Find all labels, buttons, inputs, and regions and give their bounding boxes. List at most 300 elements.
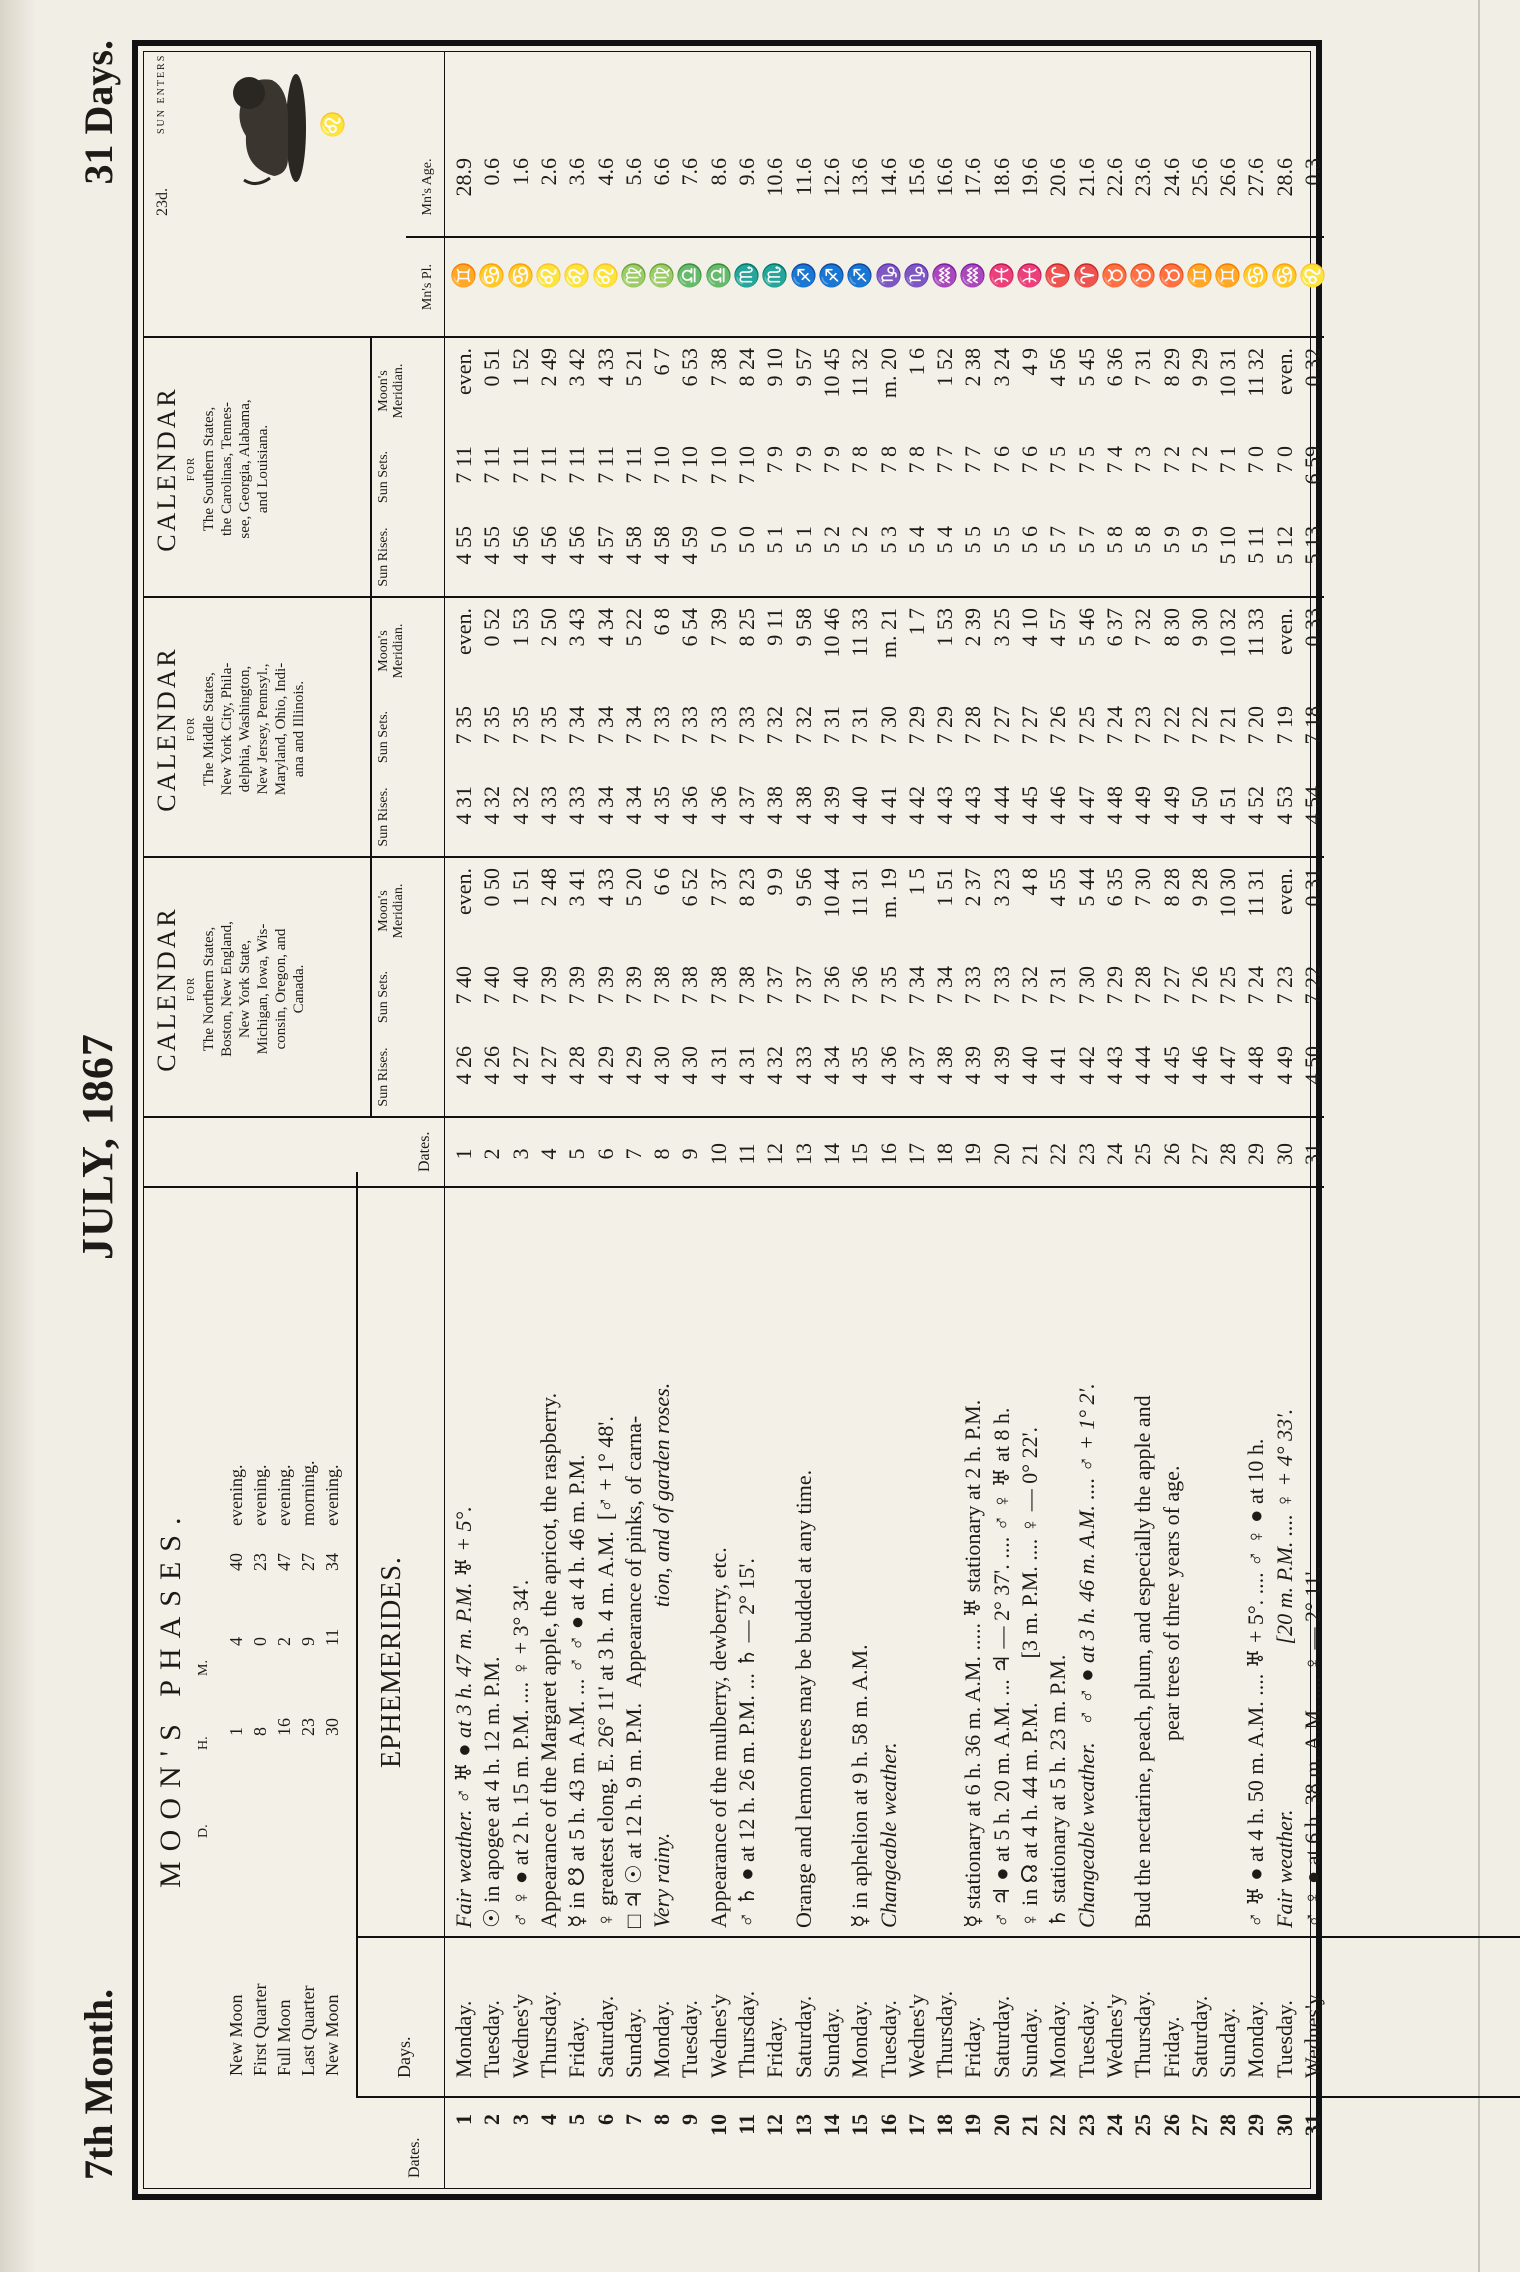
moon-age: 4.6 xyxy=(592,158,618,186)
almanac-sheet xyxy=(60,0,1340,2200)
north-moon-meridian: 7 30 xyxy=(1130,868,1156,907)
south-sun-set: 7 2 xyxy=(1186,446,1212,474)
phase-minute: 40 xyxy=(226,1553,246,1571)
north-sun-set: 7 35 xyxy=(875,966,901,1005)
middle-moon-meridian: 2 39 xyxy=(960,608,986,647)
day-name: Sunday. xyxy=(818,2007,844,2078)
date-cell-2: 28 xyxy=(1215,1143,1241,1165)
moon-age: 11.6 xyxy=(790,158,816,196)
south-moon-meridian: 5 21 xyxy=(620,348,646,387)
moon-place: ♉ xyxy=(1130,262,1156,290)
middle-moon-meridian: 10 32 xyxy=(1215,608,1241,658)
phase-day: 23 xyxy=(298,1718,318,1736)
calendar-line: consin, Oregon, and xyxy=(273,928,289,1050)
table-row xyxy=(1158,52,1187,2188)
ephemeris-text: Very rainy. tion, and of garden roses. xyxy=(649,1382,675,1928)
south-sun-rise: 4 56 xyxy=(535,526,561,565)
south-sun-rise: 4 58 xyxy=(649,526,675,565)
middle-sun-set: 7 26 xyxy=(1045,706,1071,745)
south-moon-meridian: 1 6 xyxy=(903,348,929,376)
ephemeris-text: Changeable weather. ♂ ♂ ● at 3 h. 46 m. A.M. .... ♂ + 1° 2'. xyxy=(1073,1383,1099,1928)
date-cell: 23 xyxy=(1073,2114,1099,2136)
north-moon-meridian: 1 5 xyxy=(903,868,929,896)
table-row xyxy=(705,52,734,2188)
phase-name: New Moon xyxy=(226,1994,246,2076)
north-moon-meridian: 8 28 xyxy=(1158,868,1184,907)
middle-sun-rise: 4 51 xyxy=(1215,786,1241,825)
south-sun-rise: 5 4 xyxy=(932,526,958,554)
day-name: Thursday. xyxy=(734,1990,759,2078)
moon-age: 13.6 xyxy=(847,158,873,197)
day-name: Wednes'y xyxy=(903,1993,929,2078)
north-sun-set: 7 40 xyxy=(451,966,476,1005)
middle-sun-rise: 4 44 xyxy=(988,786,1014,825)
north-sun-rise: 4 43 xyxy=(1101,1046,1127,1085)
south-moon-meridian: 4 56 xyxy=(1045,348,1071,387)
north-sun-set: 7 34 xyxy=(932,966,958,1005)
south-moon-meridian: 0 51 xyxy=(479,348,505,387)
north-moon-meridian: 0 31 xyxy=(1300,868,1325,907)
north-moon-meridian: 6 6 xyxy=(649,868,675,896)
middle-moon-meridian: 10 46 xyxy=(818,608,844,658)
day-name: Tuesday. xyxy=(1073,2000,1099,2078)
date-cell-2: 8 xyxy=(649,1148,675,1160)
calendar-line: and Louisiana. xyxy=(255,424,271,514)
middle-sun-set: 7 34 xyxy=(592,706,618,745)
south-moon-meridian: 3 24 xyxy=(988,348,1014,387)
north-sun-set: 7 33 xyxy=(988,966,1014,1005)
days-count: 31 Days. xyxy=(76,40,121,185)
date-cell: 15 xyxy=(847,2114,873,2136)
moon-place: ♈ xyxy=(1073,262,1099,290)
south-sun-rise: 4 57 xyxy=(592,526,618,565)
north-sun-rise: 4 44 xyxy=(1130,1046,1156,1085)
middle-moon-meridian: 5 46 xyxy=(1073,608,1099,647)
ephemeris-text: ♀ greatest elong. E. 26° 11' at 3 h. 4 m. A.M. [♂ + 1° 48'. xyxy=(592,1416,618,1928)
table-row xyxy=(846,52,875,2188)
south-sun-rise: 5 7 xyxy=(1073,526,1099,554)
middle-sun-set: 7 22 xyxy=(1186,706,1212,745)
moon-age: 27.6 xyxy=(1243,158,1269,197)
sun-enters-day: 23d. xyxy=(154,188,171,216)
middle-sun-set: 7 18 xyxy=(1300,706,1325,745)
moon-place: ♐ xyxy=(847,262,873,290)
moon-age: 5.6 xyxy=(620,158,646,186)
north-sun-set: 7 37 xyxy=(790,966,816,1005)
date-cell: 18 xyxy=(932,2114,958,2136)
middle-sun-set: 7 25 xyxy=(1073,706,1099,745)
date-cell-2: 20 xyxy=(988,1143,1014,1165)
middle-sun-rise: 4 36 xyxy=(705,786,731,825)
moon-age: 22.6 xyxy=(1101,158,1127,197)
date-cell-2: 19 xyxy=(960,1143,986,1165)
north-sun-rise: 4 40 xyxy=(1017,1046,1042,1085)
south-moon-meridian: 5 45 xyxy=(1073,348,1099,387)
day-name: Wednes'y xyxy=(705,1993,731,2078)
south-sun-set: 7 10 xyxy=(705,446,731,485)
phase-minute: 34 xyxy=(322,1553,342,1571)
moon-place: ♍ xyxy=(620,262,646,290)
north-moon-meridian: even. xyxy=(1271,868,1297,916)
middle-moon-meridian: 2 50 xyxy=(535,608,561,647)
middle-moon-meridian: 8 30 xyxy=(1158,608,1184,647)
table-row xyxy=(790,52,819,2188)
south-sun-rise: 5 7 xyxy=(1045,526,1071,554)
middle-moon-meridian: 6 37 xyxy=(1101,608,1127,647)
moon-age: 28.9 xyxy=(451,158,476,197)
moon-age: 24.6 xyxy=(1158,158,1184,197)
north-sun-set: 7 38 xyxy=(705,966,731,1005)
middle-moon-meridian: 6 54 xyxy=(677,608,703,647)
date-cell: 9 xyxy=(677,2114,703,2125)
ephemeris-text: ♂ ♀ ● at 6 h. 38 m. A.M. .... ♀ — 2° 11'. xyxy=(1300,1566,1325,1928)
middle-sun-rise: 4 43 xyxy=(960,786,986,825)
moon-age: 20.6 xyxy=(1045,158,1071,197)
calendar-title: CALENDAR xyxy=(152,646,181,812)
phase-name: Last Quarter xyxy=(298,1985,318,2076)
middle-sun-set: 7 19 xyxy=(1271,706,1297,745)
south-sun-set: 7 10 xyxy=(677,446,703,485)
middle-moon-meridian: 9 58 xyxy=(790,608,816,647)
day-name: Thursday. xyxy=(1130,1990,1156,2078)
middle-moon-meridian: m. 21 xyxy=(875,608,901,659)
middle-sun-rise: 4 42 xyxy=(903,786,929,825)
day-name: Monday. xyxy=(1243,2000,1269,2078)
phase-col-m: M. xyxy=(196,1660,211,1676)
month-label: 7th Month. xyxy=(76,1988,121,2180)
ephemeris-text: Bud the nectarine, peach, plum, and especially the apple and xyxy=(1130,1395,1156,1928)
north-sun-set: 7 34 xyxy=(903,966,929,1005)
phase-name: New Moon xyxy=(322,1994,342,2076)
north-moon-meridian: 4 55 xyxy=(1045,868,1071,907)
south-moon-meridian: 11 32 xyxy=(847,348,873,397)
ephemeris-text: ☿ stationary at 6 h. 36 m. A.M. ..... ♅ stationary at 2 h. P.M. xyxy=(960,1399,986,1928)
middle-moon-meridian: 1 7 xyxy=(903,608,929,636)
phase-time-of-day: evening. xyxy=(250,1464,270,1526)
moon-age: 3.6 xyxy=(564,158,590,186)
moon-age: 16.6 xyxy=(932,158,958,197)
middle-sun-set: 7 35 xyxy=(451,706,476,745)
moon-place: ♌ xyxy=(535,262,561,290)
south-moon-meridian: 0 32 xyxy=(1300,348,1325,387)
moon-age: 9.6 xyxy=(734,158,759,186)
table-row xyxy=(733,52,762,2188)
col-moons-meridian: Moon's Meridian. xyxy=(376,623,406,679)
south-sun-rise: 5 13 xyxy=(1300,526,1325,565)
calendar-title: CALENDAR xyxy=(152,386,181,552)
north-sun-rise: 4 28 xyxy=(564,1046,590,1085)
date-cell-2: 4 xyxy=(535,1148,561,1160)
south-moon-meridian: 6 53 xyxy=(677,348,703,387)
south-moon-meridian: 3 42 xyxy=(564,348,590,387)
south-sun-set: 7 9 xyxy=(818,446,844,474)
middle-moon-meridian: 8 25 xyxy=(734,608,759,647)
moon-place: ♑ xyxy=(903,262,929,290)
north-sun-set: 7 39 xyxy=(592,966,618,1005)
north-sun-set: 7 24 xyxy=(1243,966,1269,1005)
north-moon-meridian: 4 33 xyxy=(592,868,618,907)
south-sun-set: 7 0 xyxy=(1271,446,1297,474)
middle-sun-rise: 4 34 xyxy=(592,786,618,825)
south-sun-set: 7 5 xyxy=(1045,446,1071,474)
ephemeris-text: ☿ in aphelion at 9 h. 58 m. A.M. xyxy=(847,1644,873,1928)
middle-sun-set: 7 32 xyxy=(790,706,816,745)
moon-place: ♐ xyxy=(818,262,844,290)
table-row xyxy=(903,52,932,2188)
day-name: Saturday. xyxy=(988,1995,1014,2078)
south-moon-meridian: 6 36 xyxy=(1101,348,1127,387)
date-cell-2: 30 xyxy=(1271,1143,1297,1165)
ephemerides-title: EPHEMERIDES. xyxy=(376,1556,407,1768)
table-row xyxy=(563,52,592,2188)
south-sun-set: 7 10 xyxy=(649,446,675,485)
moon-place: ♌ xyxy=(592,262,618,290)
north-moon-meridian: 0 50 xyxy=(479,868,505,907)
middle-sun-rise: 4 32 xyxy=(507,786,533,825)
north-sun-rise: 4 39 xyxy=(960,1046,986,1085)
date-cell: 22 xyxy=(1045,2114,1071,2136)
south-sun-rise: 5 4 xyxy=(903,526,929,554)
date-cell: 13 xyxy=(790,2114,816,2136)
south-moon-meridian: even. xyxy=(451,348,476,396)
ephemeris-text: ♂ ♃ ● at 5 h. 20 m. A.M. ... ♃ — 2° 37'. .... ♂ ♀ ♅ at 8 h. xyxy=(988,1407,1014,1928)
south-sun-set: 7 11 xyxy=(479,446,505,484)
date-cell-2: 26 xyxy=(1158,1143,1184,1165)
table-row xyxy=(1129,52,1158,2188)
moon-place: ♌ xyxy=(1300,262,1325,290)
south-sun-rise: 5 3 xyxy=(875,526,901,554)
south-moon-meridian: 10 45 xyxy=(818,348,844,398)
middle-moon-meridian: 4 10 xyxy=(1017,608,1042,647)
south-sun-set: 7 8 xyxy=(875,446,901,474)
south-moon-meridian: 4 9 xyxy=(1017,348,1042,376)
middle-sun-set: 7 31 xyxy=(818,706,844,745)
south-sun-set: 6 59 xyxy=(1300,446,1325,485)
dates2-header: Dates. xyxy=(416,1131,433,1172)
date-cell: 8 xyxy=(649,2114,675,2125)
south-moon-meridian: 7 31 xyxy=(1130,348,1156,387)
date-cell: 11 xyxy=(734,2114,759,2135)
date-cell-2: 10 xyxy=(705,1143,731,1165)
date-cell: 25 xyxy=(1130,2114,1156,2136)
date-cell: 1 xyxy=(451,2114,476,2125)
middle-moon-meridian: even. xyxy=(451,608,476,656)
table-header xyxy=(144,52,445,2188)
date-cell: 30 xyxy=(1271,2114,1297,2136)
day-name: Thursday. xyxy=(932,1990,958,2078)
south-moon-meridian: even. xyxy=(1271,348,1297,396)
phase-time-of-day: evening. xyxy=(274,1464,294,1526)
date-cell-2: 18 xyxy=(932,1143,958,1165)
middle-sun-rise: 4 39 xyxy=(818,786,844,825)
middle-moon-meridian: 9 30 xyxy=(1186,608,1212,647)
middle-moon-meridian: 11 33 xyxy=(1243,608,1269,657)
south-sun-set: 7 11 xyxy=(620,446,646,484)
col-sun-rises: Sun Rises. xyxy=(376,1047,391,1107)
middle-sun-set: 7 33 xyxy=(705,706,731,745)
table-row xyxy=(620,52,649,2188)
south-sun-set: 7 8 xyxy=(903,446,929,474)
almanac-frame xyxy=(132,40,1325,2200)
north-sun-rise: 4 30 xyxy=(649,1046,675,1085)
table-row xyxy=(1271,52,1300,2188)
calendar-line: Canada. xyxy=(291,964,307,1014)
middle-moon-meridian: even. xyxy=(1271,608,1297,656)
page-gutter-shadow xyxy=(0,0,36,2272)
moon-age: 2.6 xyxy=(535,158,561,186)
north-moon-meridian: 10 30 xyxy=(1215,868,1241,918)
date-cell: 4 xyxy=(535,2114,561,2125)
moon-age: 6.6 xyxy=(649,158,675,186)
middle-sun-set: 7 30 xyxy=(875,706,901,745)
date-cell-2: 23 xyxy=(1073,1143,1099,1165)
table-row xyxy=(1073,52,1102,2188)
date-cell-2: 29 xyxy=(1243,1143,1269,1165)
middle-sun-rise: 4 41 xyxy=(875,786,901,825)
north-sun-rise: 4 34 xyxy=(818,1046,844,1085)
ephemeris-text: Orange and lemon trees may be budded at any time. xyxy=(790,1469,816,1928)
table-row xyxy=(592,52,621,2188)
middle-sun-set: 7 35 xyxy=(535,706,561,745)
moon-place: ♎ xyxy=(705,262,731,290)
date-cell: 28 xyxy=(1215,2114,1241,2136)
north-moon-meridian: 2 37 xyxy=(960,868,986,907)
ephemeris-text: ♀ in ☊ at 4 h. 44 m. P.M. [3 m. P.M. .... ♀ — 0° 22'. xyxy=(1017,1426,1042,1928)
phase-hour: 2 xyxy=(274,1637,294,1646)
moon-age: 25.6 xyxy=(1186,158,1212,197)
middle-sun-rise: 4 38 xyxy=(790,786,816,825)
north-sun-rise: 4 47 xyxy=(1215,1046,1241,1085)
date-cell-2: 3 xyxy=(507,1148,533,1160)
date-cell-2: 11 xyxy=(734,1143,759,1165)
south-sun-set: 7 7 xyxy=(960,446,986,474)
north-moon-meridian: 8 23 xyxy=(734,868,759,907)
north-moon-meridian: 11 31 xyxy=(847,868,873,917)
south-sun-rise: 5 8 xyxy=(1130,526,1156,554)
table-row xyxy=(535,52,564,2188)
calendar-line: New York State, xyxy=(237,939,253,1039)
middle-sun-rise: 4 47 xyxy=(1073,786,1099,825)
south-sun-rise: 5 9 xyxy=(1158,526,1184,554)
north-sun-set: 7 30 xyxy=(1073,966,1099,1005)
moon-place: ♑ xyxy=(875,262,901,290)
south-sun-rise: 4 55 xyxy=(451,526,476,565)
date-cell: 31 xyxy=(1300,2114,1325,2136)
south-moon-meridian: 9 29 xyxy=(1186,348,1212,387)
middle-moon-meridian: 3 43 xyxy=(564,608,590,647)
north-moon-meridian: 5 20 xyxy=(620,868,646,907)
middle-moon-meridian: 5 22 xyxy=(620,608,646,647)
date-cell-2: 7 xyxy=(620,1148,646,1160)
middle-sun-set: 7 33 xyxy=(649,706,675,745)
north-moon-meridian: 6 52 xyxy=(677,868,703,907)
date-cell: 24 xyxy=(1101,2114,1127,2136)
date-cell: 14 xyxy=(818,2114,844,2136)
calendar-line: ana and Illinois. xyxy=(291,680,307,778)
middle-sun-rise: 4 31 xyxy=(451,786,476,825)
middle-sun-set: 7 35 xyxy=(479,706,505,745)
table-row xyxy=(1299,52,1328,2188)
north-moon-meridian: 3 41 xyxy=(564,868,590,907)
north-sun-set: 7 25 xyxy=(1215,966,1241,1005)
south-sun-rise: 5 0 xyxy=(705,526,731,554)
south-sun-set: 7 9 xyxy=(762,446,788,474)
south-sun-set: 7 2 xyxy=(1158,446,1184,474)
south-sun-rise: 4 55 xyxy=(479,526,505,565)
south-sun-rise: 5 2 xyxy=(818,526,844,554)
phase-minute: 47 xyxy=(274,1553,294,1571)
south-moon-meridian: 1 52 xyxy=(507,348,533,387)
calendar-for: FOR xyxy=(185,716,197,742)
south-sun-rise: 5 12 xyxy=(1271,526,1297,565)
day-name: Tuesday. xyxy=(479,2000,505,2078)
date-cell-2: 5 xyxy=(564,1148,590,1160)
north-sun-rise: 4 38 xyxy=(932,1046,958,1085)
south-sun-set: 7 7 xyxy=(932,446,958,474)
table-row xyxy=(1186,52,1215,2188)
north-sun-set: 7 38 xyxy=(649,966,675,1005)
date-cell: 5 xyxy=(564,2114,590,2125)
north-moon-meridian: 1 51 xyxy=(507,868,533,907)
middle-moon-meridian: 4 34 xyxy=(592,608,618,647)
ephemeris-text: □ ♃ ☉ at 12 h. 9 m. P.M. Appearance of pinks, of carna- xyxy=(620,1415,646,1928)
phase-day: 30 xyxy=(322,1718,342,1736)
moon-place: ♌ xyxy=(564,262,590,290)
north-sun-set: 7 23 xyxy=(1271,966,1297,1005)
day-name: Monday. xyxy=(451,2000,476,2078)
north-sun-rise: 4 41 xyxy=(1045,1046,1071,1085)
middle-sun-rise: 4 45 xyxy=(1017,786,1042,825)
col-sun-sets: Sun Sets. xyxy=(376,710,391,764)
north-sun-set: 7 31 xyxy=(1045,966,1071,1005)
day-name: Saturday. xyxy=(790,1995,816,2078)
middle-moon-meridian: 7 39 xyxy=(705,608,731,647)
col-sun-sets: Sun Sets. xyxy=(376,970,391,1024)
phase-minute: 23 xyxy=(250,1553,270,1571)
day-name: Sunday. xyxy=(1215,2007,1241,2078)
moon-place: ♒ xyxy=(960,262,986,290)
north-sun-rise: 4 27 xyxy=(535,1046,561,1085)
moon-age: 0.6 xyxy=(479,158,505,186)
moon-place: ♋ xyxy=(1271,262,1297,290)
moon-place: ♓ xyxy=(1017,262,1042,290)
north-sun-set: 7 36 xyxy=(847,966,873,1005)
south-sun-rise: 5 5 xyxy=(988,526,1014,554)
south-moon-meridian: 8 24 xyxy=(734,348,759,387)
calendar-line: Michigan, Iowa, Wis- xyxy=(255,923,271,1055)
north-moon-meridian: 9 9 xyxy=(762,868,788,896)
north-sun-rise: 4 29 xyxy=(620,1046,646,1085)
date-cell: 3 xyxy=(507,2114,533,2125)
day-name: Monday. xyxy=(649,2000,675,2078)
calendar-line: The Middle States, xyxy=(201,672,217,786)
moon-place: ♉ xyxy=(1101,262,1127,290)
north-sun-set: 7 39 xyxy=(535,966,561,1005)
phase-hour: 9 xyxy=(298,1637,318,1646)
date-cell-2: 13 xyxy=(790,1143,816,1165)
days-header: Days. xyxy=(394,2036,414,2078)
north-sun-set: 7 38 xyxy=(677,966,703,1005)
leo-sign: ♌ xyxy=(320,110,345,138)
phase-name: Full Moon xyxy=(274,1999,294,2076)
middle-sun-set: 7 29 xyxy=(903,706,929,745)
date-cell-2: 22 xyxy=(1045,1143,1071,1165)
day-name: Tuesday. xyxy=(1271,2000,1297,2078)
date-cell-2: 1 xyxy=(451,1148,476,1160)
date-cell: 19 xyxy=(960,2114,986,2136)
middle-sun-rise: 4 53 xyxy=(1271,786,1297,825)
calendar-line: The Northern States, xyxy=(201,926,217,1052)
